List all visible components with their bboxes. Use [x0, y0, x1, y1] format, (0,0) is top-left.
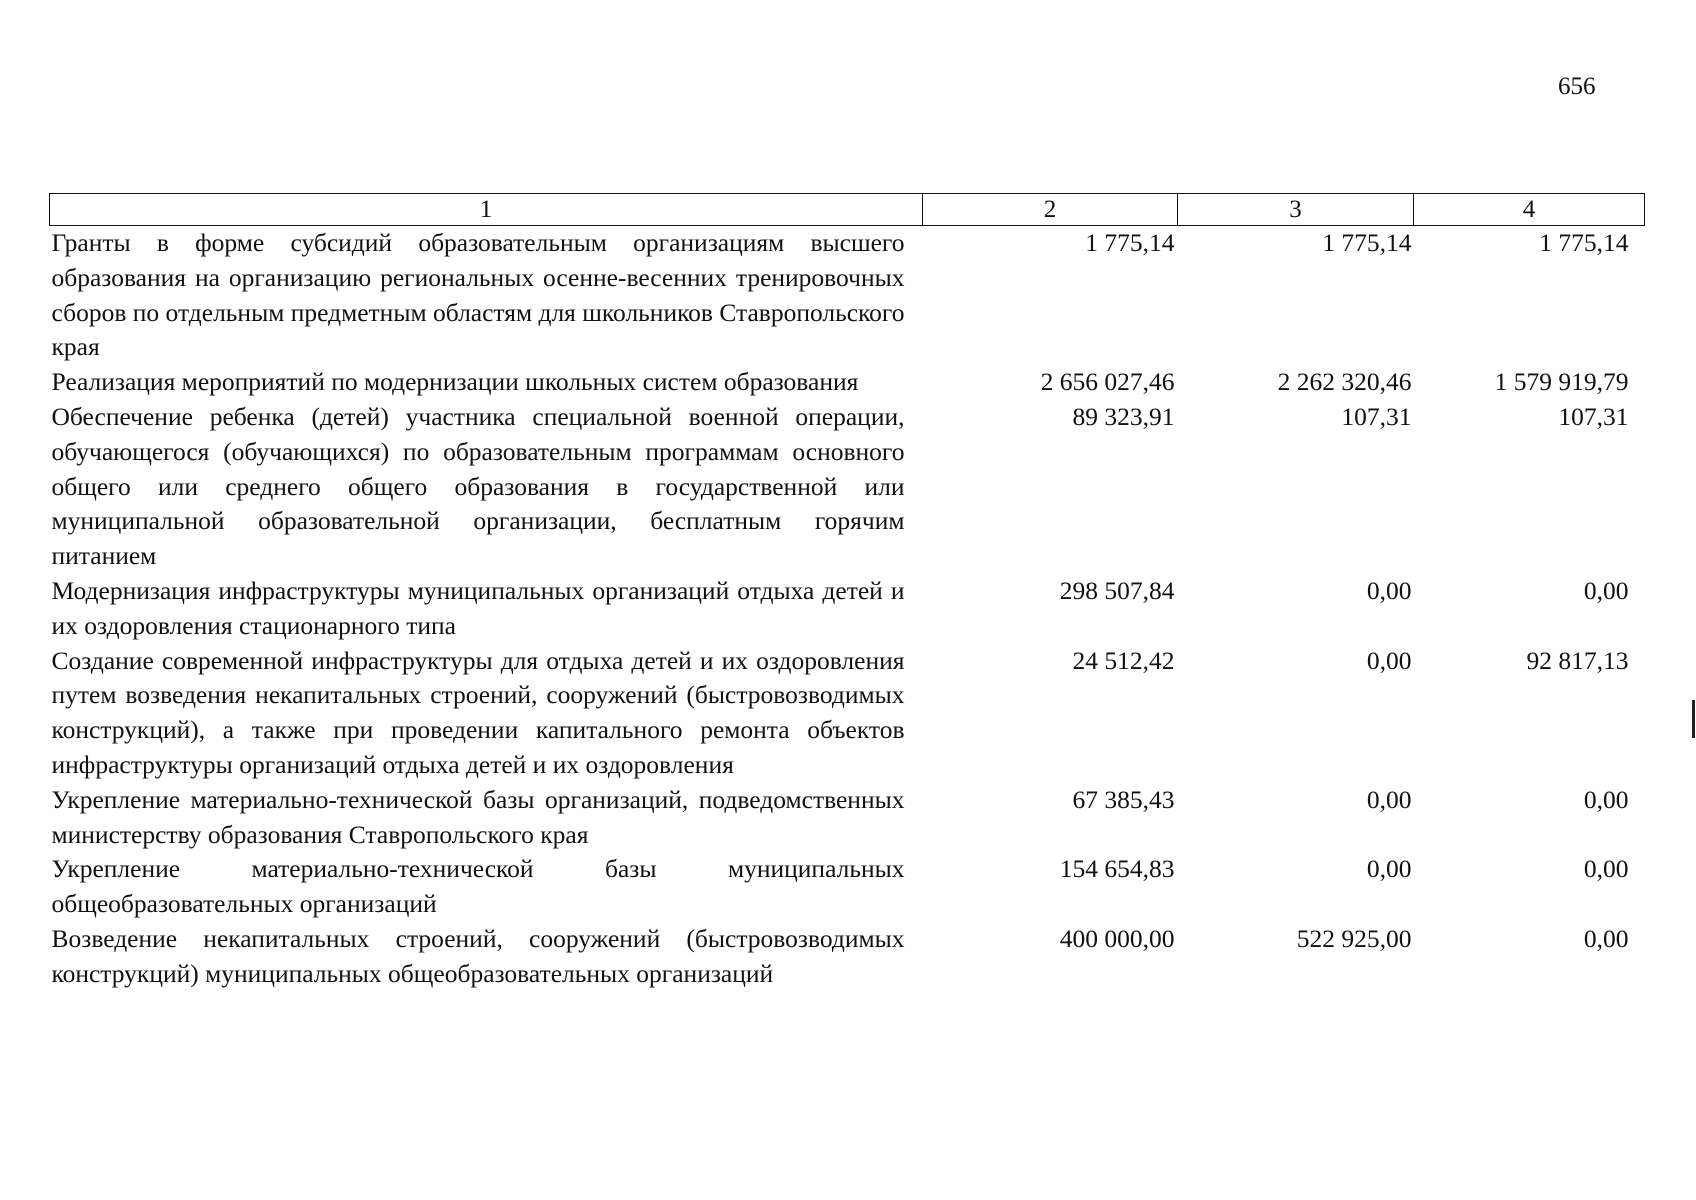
row-description: Возведение некапитальных строений, сооружений (быстровозводимых конструкций) муниципальных общеобразовательных организаций: [51, 923, 905, 988]
row-value-col3: 0,00: [1366, 575, 1412, 605]
row-value-col4: 1 775,14: [1539, 228, 1629, 257]
row-value-col4: 1 579 919,79: [1494, 367, 1629, 397]
header-cell-3: 3: [1178, 194, 1414, 226]
row-value-col4: 92 817,13: [1526, 645, 1629, 675]
page-number: 656: [1558, 73, 1596, 100]
row-description: Реализация мероприятий по модернизации школьных систем образования: [51, 367, 859, 397]
row-value-col4: 0,00: [1583, 575, 1629, 605]
table-row: [50, 400, 1645, 574]
row-value-col2: 24 512,42: [1072, 645, 1175, 675]
budget-table: [49, 193, 1645, 992]
row-value-col4: 0,00: [1583, 784, 1629, 814]
row-value-col3: 0,00: [1366, 784, 1412, 814]
row-description: Обеспечение ребенка (детей) участника специальной военной операции, обучающегося (обучающихся) по образовательным программам основного общего или среднего общего образования в государственной или муниципальной образовательной организации, бесплатным горячим питанием: [51, 401, 905, 571]
table-row: [50, 783, 1645, 853]
row-value-col2: 400 000,00: [1059, 923, 1175, 953]
row-value-col3: 2 262 320,46: [1277, 367, 1412, 397]
row-description: Укрепление материально-технической базы организаций, подведомственных министерству образования Ставропольского края: [51, 784, 905, 849]
table-header: [50, 194, 1645, 226]
row-value-col2: 154 654,83: [1059, 854, 1175, 884]
row-value-col2: 2 656 027,46: [1040, 367, 1175, 397]
row-value-col4: 0,00: [1583, 923, 1629, 953]
row-value-col4: 107,31: [1558, 401, 1629, 431]
row-value-col3: 522 925,00: [1296, 923, 1412, 953]
row-description: Укрепление материально-технической базы муниципальных общеобразовательных организаций: [51, 854, 905, 919]
header-cell-4: 4: [1414, 194, 1645, 226]
row-value-col3: 107,31: [1341, 401, 1412, 431]
table-row: [50, 574, 1645, 644]
row-value-col2: 67 385,43: [1072, 784, 1175, 814]
header-row: [50, 194, 1645, 226]
row-value-col2: 1 775,14: [1085, 228, 1175, 257]
row-description: Создание современной инфраструктуры для отдыха детей и их оздоровления путем возведения некапитальных строений, сооружений (быстровозводимых конструкций), а также при проведении капитального ремонта объектов инфраструктуры организаций отдыха детей и их оздоровления: [51, 645, 905, 779]
row-value-col2: 89 323,91: [1072, 401, 1175, 431]
table-row: [50, 922, 1645, 992]
table-row: [50, 852, 1645, 922]
row-description: Гранты в форме субсидий образовательным организациям высшего образования на организацию региональных осенне-весенних тренировочных сборов по отдельным предметным областям для школьников Ставропольского края: [51, 228, 905, 362]
header-cell-1: 1: [50, 194, 923, 226]
row-value-col3: 1 775,14: [1322, 228, 1412, 257]
row-value-col2: 298 507,84: [1059, 575, 1175, 605]
table-row: [50, 644, 1645, 783]
table-row: [50, 365, 1645, 400]
row-value-col3: 0,00: [1366, 854, 1412, 884]
table-body: [50, 226, 1645, 992]
table-row: [50, 226, 1645, 366]
header-cell-2: 2: [923, 194, 1178, 226]
row-description: Модернизация инфраструктуры муниципальных организаций отдыха детей и их оздоровления стационарного типа: [51, 575, 905, 640]
scan-edge-mark: [1692, 700, 1695, 738]
row-value-col3: 0,00: [1366, 645, 1412, 675]
row-value-col4: 0,00: [1583, 854, 1629, 884]
